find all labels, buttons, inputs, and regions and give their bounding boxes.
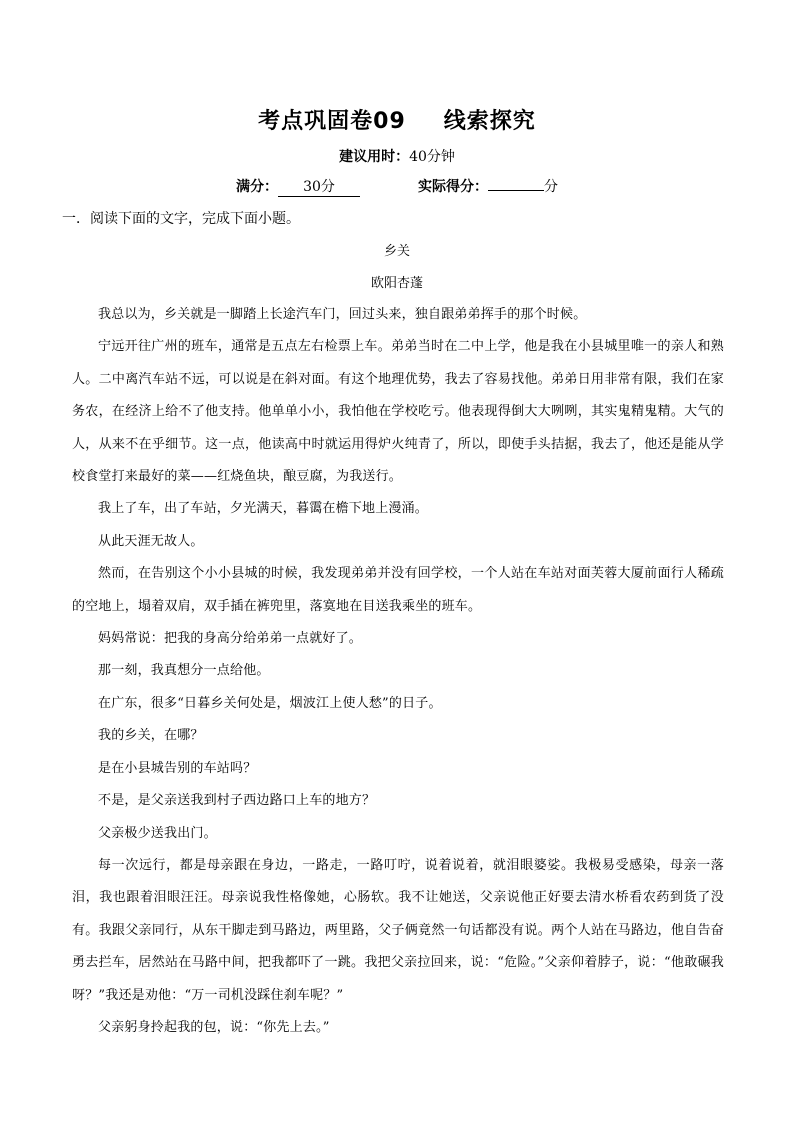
question-instruction: 一．阅读下面的文字，完成下面小题。 [62,211,300,227]
title-topic: 线索探究 [443,109,536,134]
passage-paragraph: 那一刻，我真想分一点给他。 [98,663,270,679]
suggested-time [0,146,794,166]
passage-paragraph: 宁远开往广州的班车，通常是五点左右检票上车。弟弟当时在二中上学，他是我在小县城里唯一的亲人和熟人。二中离汽车站不远，可以说是在斜对面。有这个地理优势，我去了容易找他。弟弟日用非常有限，我们在家务农，在经济上给不了他支持。他单单小小，我怕他在学校吃亏。他表现得倒大大咧咧，其实鬼精鬼精。大气的人，从来不在乎细节。这一点，他读高中时就运用得炉火纯青了，所以，即使手头拮据，我去了，他还是能从学校食堂打来最好的菜——红烧鱼块，酿豆腐，为我送行。 [72,339,724,485]
passage-body [72,299,724,1044]
passage-paragraph: 我上了车，出了车站，夕光满天，暮霭在檐下地上漫涌。 [98,501,429,517]
passage-paragraph: 我总以为，乡关就是一脚踏上长途汽车门，回过头来，独自跟弟弟挥手的那个时候。 [98,307,587,322]
passage-title: 乡关 [383,244,410,259]
passage-paragraph: 每一次远行，都是母亲跟在身边，一路走，一路叮咛，说着说着，就泪眼婆娑。我极易受感染，母亲一落泪，我也跟着泪眼汪汪。母亲说我性格像她，心肠软。我不让她送，父亲说他正好要去清水桥看农药到货了没有。我跟父亲同行，从东干脚走到马路边，两里路，父子俩竟然一句话都没有说。两个人站在马路边，他自告奋勇去拦车，居然站在马路中间，把我都吓了一跳。我把父亲拉回来，说：“危险。”父亲仰着脖子，说：“他敢碾我呀？”我还是劝他：“万一司机没踩住刹车呢？” [72,857,724,1003]
actual-score-unit: 分 [544,179,558,195]
passage-paragraph: 从此天涯无故人。 [98,533,204,549]
passage-paragraph: 然而，在告别这个小小县城的时候，我发现弟弟并没有回学校，一个人站在车站对面芙蓉大厦前面行人稀疏的空地上，塌着双肩，双手插在裤兜里，落寞地在目送我乘坐的班车。 [72,566,724,614]
full-score-label: 满分： [236,179,278,195]
suggested-time-value: 40分钟 [409,149,455,165]
passage-paragraph: 在广东，很多“日暮乡关何处是，烟波江上使人愁”的日子。 [98,695,442,711]
suggested-time-label: 建议用时： [339,149,410,165]
passage-paragraph: 父亲极少送我出门。 [98,825,217,841]
actual-score-label: 实际得分： [418,179,488,195]
passage-paragraph: 父亲躬身拎起我的包，说：“你先上去。” [98,1019,330,1035]
passage-paragraph: 我的乡关，在哪？ [98,728,204,744]
score-line [0,176,794,197]
passage-paragraph: 妈妈常说：把我的身高分给弟弟一点就好了。 [98,631,363,647]
full-score-value: 30分 [278,176,360,197]
passage-paragraph: 不是，是父亲送我到村子西边路口上车的地方？ [98,793,376,809]
passage-paragraph: 是在小县城告别的车站吗？ [98,760,257,776]
page-title [0,104,794,135]
passage-author: 欧阳杏蓬 [370,276,423,291]
title-exam-name: 考点巩固卷09 [258,109,406,134]
actual-score-blank[interactable] [488,190,544,191]
